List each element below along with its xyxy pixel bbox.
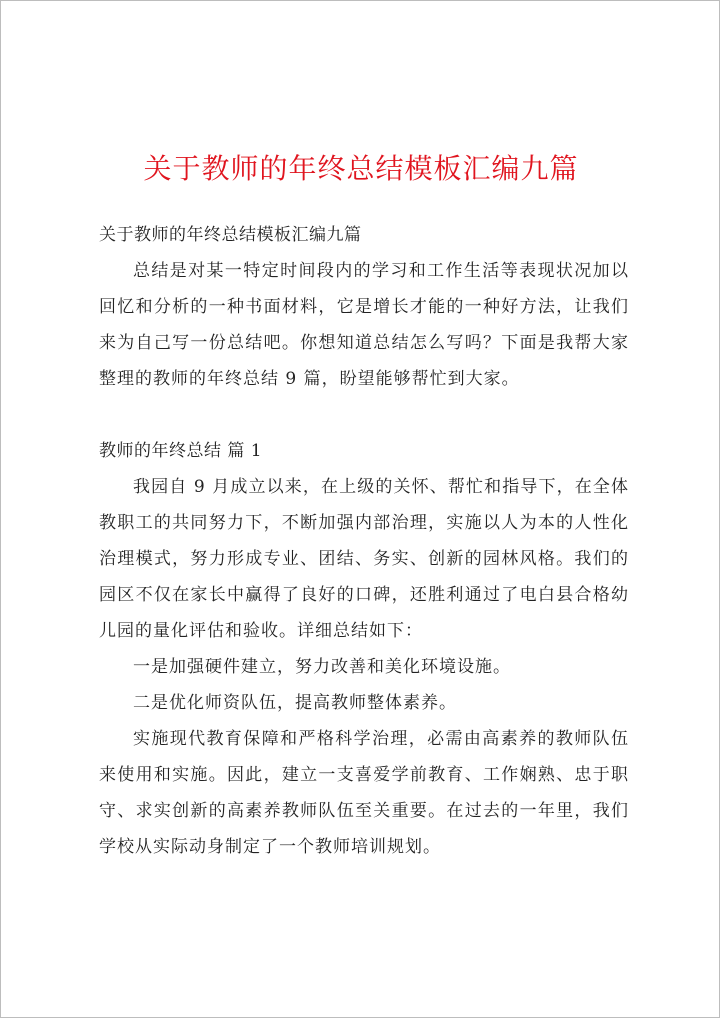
intro-paragraph: 总结是对某一特定时间段内的学习和工作生活等表现状况加以回忆和分析的一种书面材料，它是增长才能的一种好方法，让我们来为自己写一份总结吧。你想知道总结怎么写吗？下面是我帮大家整理的教师的年终总结 9 篇，盼望能够帮忙到大家。: [99, 261, 629, 389]
section-paragraph-3: 二是优化师资队伍，提高教师整体素养。: [133, 693, 457, 713]
document-body: [99, 217, 629, 865]
document-subtitle: 关于教师的年终总结模板汇编九篇: [99, 225, 362, 245]
section-paragraph-2: 一是加强硬件建立，努力改善和美化环境设施。: [133, 657, 511, 677]
section-paragraph-1: 我园自 9 月成立以来，在上级的关怀、帮忙和指导下，在全体教职工的共同努力下，不断加强内部治理，实施以人为本的人性化治理模式，努力形成专业、团结、务实、创新的园林风格。我们的园区不仅在家长中赢得了良好的口碑，还胜利通过了电白县合格幼儿园的量化评估和验收。详细总结如下：: [99, 477, 629, 641]
paragraph-spacer: [99, 397, 629, 433]
section-heading: 教师的年终总结 篇 1: [99, 441, 263, 461]
document-title: 关于教师的年终总结模板汇编九篇: [143, 152, 579, 185]
section-paragraph-4: 实施现代教育保障和严格科学治理，必需由高素养的教师队伍来使用和实施。因此，建立一支喜爱学前教育、工作娴熟、忠于职守、求实创新的高素养教师队伍至关重要。在过去的一年里，我们学校从实际动身制定了一个教师培训规划。: [99, 729, 629, 857]
